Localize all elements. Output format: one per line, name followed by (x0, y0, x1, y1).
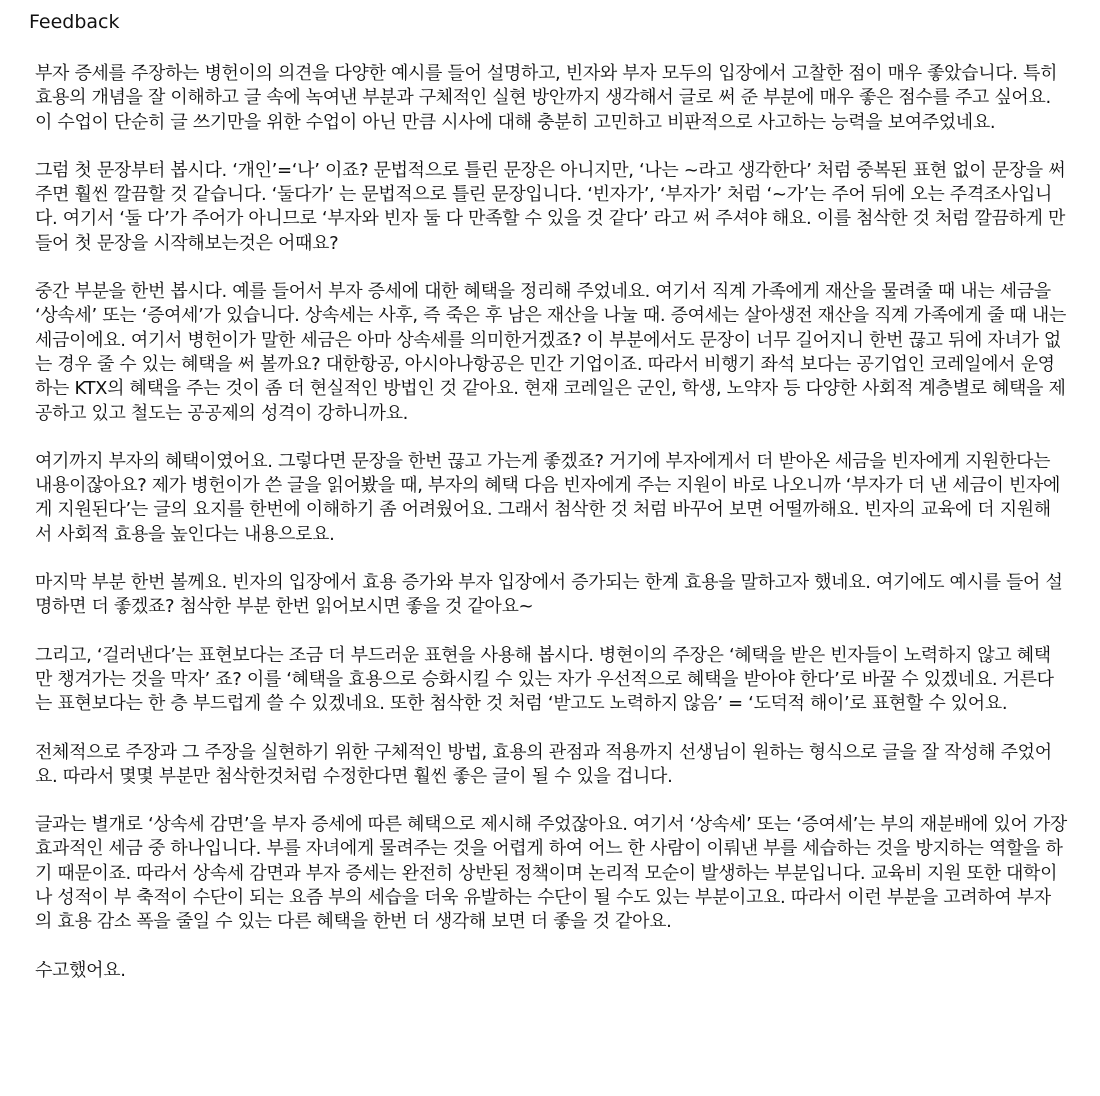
feedback-paragraph-first-sentence: 그럼 첫 문장부터 봅시다. ‘개인’=‘나’ 이죠? 문법적으로 틀린 문장은 아니지만, ‘나는 ~라고 생각한다’ 처럼 중복된 표현 없이 문장을 써 주면 훨씬 깔끔할 것 같습니다. ‘둘다가’ 는 문법적으로 틀린 문장입니다. ‘빈자가’, ‘부자가’ 처럼 ‘~가’는 주어 뒤에 오는 주격조사입니다. 여기서 ‘둘 다’가 주어가 아니므로 ‘부자와 빈자 둘 다 만족할 수 있을 것 같다’ 라고 써 주셔야 해요. 이를 첨삭한 것 처럼 깔끔하게 만들어 첫 문장을 시작해보는것은 어때요? (35, 159, 1066, 254)
feedback-paragraph-summary: 부자 증세를 주장하는 병헌이의 의견을 다양한 예시를 들어 설명하고, 빈자와 부자 모두의 입장에서 고찰한 점이 매우 좋았습니다. 특히 효용의 개념을 잘 이해하고 글 속에 녹여낸 부분과 구체적인 실현 방안까지 생각해서 글로 써 준 부분에 매우 좋은 점수를 주고 싶어요. 이 수업이 단순히 글 쓰기만을 위한 수업이 아닌 만큼 시사에 대해 충분히 고민하고 비판적으로 사고하는 능력을 보여주었네요. (35, 63, 1058, 133)
page-title: Feedback (29, 11, 120, 33)
feedback-paragraph-middle-section: 중간 부분을 한번 봅시다. 예를 들어서 부자 증세에 대한 혜택을 정리해 주었네요. 여기서 직계 가족에게 재산을 물려줄 때 내는 세금을 ‘상속세’ 또는 ‘증여세’가 있습니다. 상속세는 사후, 즉 죽은 후 남은 재산을 나눌 때. 증여세는 살아생전 재산을 직계 가족에게 줄 때 내는 세금이에요. 여기서 병헌이가 말한 세금은 아마 상속세를 의미한거겠죠? 이 부분에서도 문장이 너무 길어지니 한번 끊고 뒤에 자녀가 없는 경우 줄 수 있는 혜택을 써 볼까요? 대한항공, 아시아나항공은 민간 기업이죠. 따라서 비행기 좌석 보다는 공기업인 코레일에서 운영하는 KTX의 혜택을 주는 것이 좀 더 현실적인 방법인 것 같아요. 현재 코레일은 군인, 학생, 노약자 등 다양한 사회적 계층별로 혜택을 제공하고 있고 철도는 공공제의 성격이 강하니까요. (35, 281, 1067, 424)
feedback-paragraph-last-section: 마지막 부분 한번 볼께요. 빈자의 입장에서 효용 증가와 부자 입장에서 증가되는 한계 효용을 말하고자 했네요. 여기에도 예시를 들어 설명하면 더 좋겠죠? 첨삭한 부분 한번 읽어보시면 좋을 것 같아요~ (35, 572, 1063, 618)
feedback-paragraph-overall: 전체적으로 주장과 그 주장을 실현하기 위한 구체적인 방법, 효용의 관점과 적용까지 선생님이 원하는 형식으로 글을 잘 작성해 주었어요. 따라서 몇몇 부분만 첨삭한것처럼 수정한다면 훨씬 좋은 글이 될 수 있을 겁니다. (35, 741, 1052, 787)
feedback-paragraph-rich-benefit: 여기까지 부자의 혜택이였어요. 그렇다면 문장을 한번 끊고 가는게 좋겠죠? 거기에 부자에게서 더 받아온 세금을 빈자에게 지원한다는 내용이잖아요? 제가 병헌이가 쓴 글을 읽어봤을 때, 부자의 혜택 다음 빈자에게 주는 지원이 바로 나오니까 ‘부자가 더 낸 세금이 빈자에게 지원된다’는 글의 요지를 한번에 이해하기 좀 어려웠어요. 그래서 첨삭한 것 처럼 바꾸어 보면 어떨까해요. 빈자의 교육에 더 지원해서 사회적 효용을 높인다는 내용으로요. (35, 450, 1061, 545)
feedback-paragraph-expression: 그리고, ‘걸러낸다’는 표현보다는 조금 더 부드러운 표현을 사용해 봅시다. 병현이의 주장은 ‘혜택을 받은 빈자들이 노력하지 않고 혜택만 챙겨가는 것을 막자’ 죠? 이를 ‘혜택을 효용으로 승화시킬 수 있는 자가 우선적으로 혜택을 받아야 한다’로 바꿀 수 있겠네요. 거른다는 표현보다는 한 층 부드럽게 쓸 수 있겠네요. 또한 첨삭한 것 처럼 ‘받고도 노력하지 않음’ = ‘도덕적 해이’로 표현할 수 있어요. (35, 644, 1054, 715)
feedback-paragraph-closing: 수고했어요. (35, 959, 126, 981)
feedback-paragraph-inheritance-tax: 글과는 별개로 ‘상속세 감면’을 부자 증세에 따른 혜택으로 제시해 주었잖아요. 여기서 ‘상속세’ 또는 ‘증여세’는 부의 재분배에 있어 가장 효과적인 세금 중 하나입니다. 부를 자녀에게 물려주는 것을 어렵게 하여 어느 한 사람이 이뤄낸 부를 세습하는 것을 방지하는 역할을 하기 때문이죠. 따라서 상속세 감면과 부자 증세는 완전히 상반된 정책이며 논리적 모순이 발생하는 부분입니다. 교육비 지원 또한 대학이나 성적이 부 축적이 수단이 되는 요즘 부의 세습을 더욱 유발하는 수단이 될 수도 있는 부분이고요. 따라서 이런 부분을 고려하여 부자의 효용 감소 폭을 줄일 수 있는 다른 혜택을 한번 더 생각해 보면 더 좋을 것 같아요. (35, 814, 1067, 933)
feedback-body (35, 62, 1067, 1007)
